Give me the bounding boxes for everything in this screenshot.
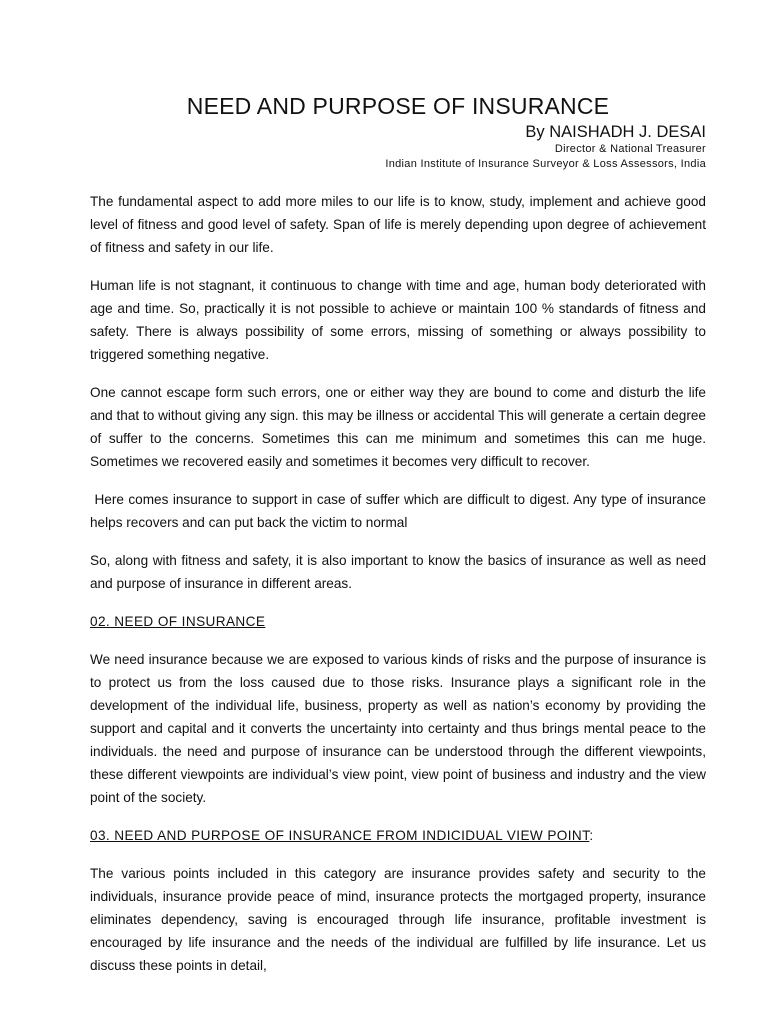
author-byline: By NAISHADH J. DESAI [525,123,706,141]
section-2-heading [90,610,706,633]
intro-paragraph-3: One cannot escape form such errors, one or either way they are bound to come and disturb the life and that to without giving any sign. this may be illness or accidental This will generate a certain degree of suffer to the concerns. Sometimes this can me minimum and sometimes this can me huge. Sometimes we recovered easily and sometimes it becomes very difficult to recover. [90,385,706,469]
section-3-heading-colon: : [589,828,594,843]
document-page [90,90,710,977]
intro-paragraph-4: Here comes insurance to support in case of suffer which are difficult to digest. Any type of insurance helps recovers and can put back the victim to normal [90,492,710,530]
intro-paragraph-1: The fundamental aspect to add more miles to our life is to know, study, implement and achieve good level of fitness and good level of safety. Span of life is merely depending upon degree of achievement of fitness and safety in our life. [90,194,706,255]
author-role: Director & National Treasurer [554,143,706,155]
section-3-heading-text: 03. NEED AND PURPOSE OF INSURANCE FROM INDICIDUAL VIEW POINT [90,828,590,843]
section-2-body: We need insurance because we are exposed to various kinds of risks and the purpose of insurance is to protect us from the loss caused due to those risks. Insurance plays a significant role in the development of the individual life, business, property as well as nation’s economy by providing the support and capital and it converts the uncertainty into certainty and thus brings mental peace to the individuals. the need and purpose of insurance can be understood through the different viewpoints, these different viewpoints are individual’s view point, view point of business and industry and the view point of the society. [90,652,706,805]
section-3-body: The various points included in this category are insurance provides safety and security to the individuals, insurance provide peace of mind, insurance protects the mortgaged property, insurance eliminates dependency, saving is encouraged through life insurance, profitable investment is encouraged by life insurance and the needs of the individual are fulfilled by life insurance. Let us discuss these points in detail, [90,866,706,973]
intro-paragraph-5: So, along with fitness and safety, it is also important to know the basics of insurance as well as need and purpose of insurance in different areas. [90,553,706,591]
section-3-heading [90,824,706,847]
document-title: NEED AND PURPOSE OF INSURANCE [186,93,610,119]
author-organization: Indian Institute of Insurance Surveyor & Loss Assessors, India [385,158,706,170]
intro-paragraph-2: Human life is not stagnant, it continuous to change with time and age, human body deteriorated with age and time. So, practically it is not possible to achieve or maintain 100 % standards of fitness and safety. There is always possibility of some errors, missing of something or always possibility to triggered something negative. [90,278,706,362]
section-2-heading-text: 02. NEED OF INSURANCE [90,614,266,629]
